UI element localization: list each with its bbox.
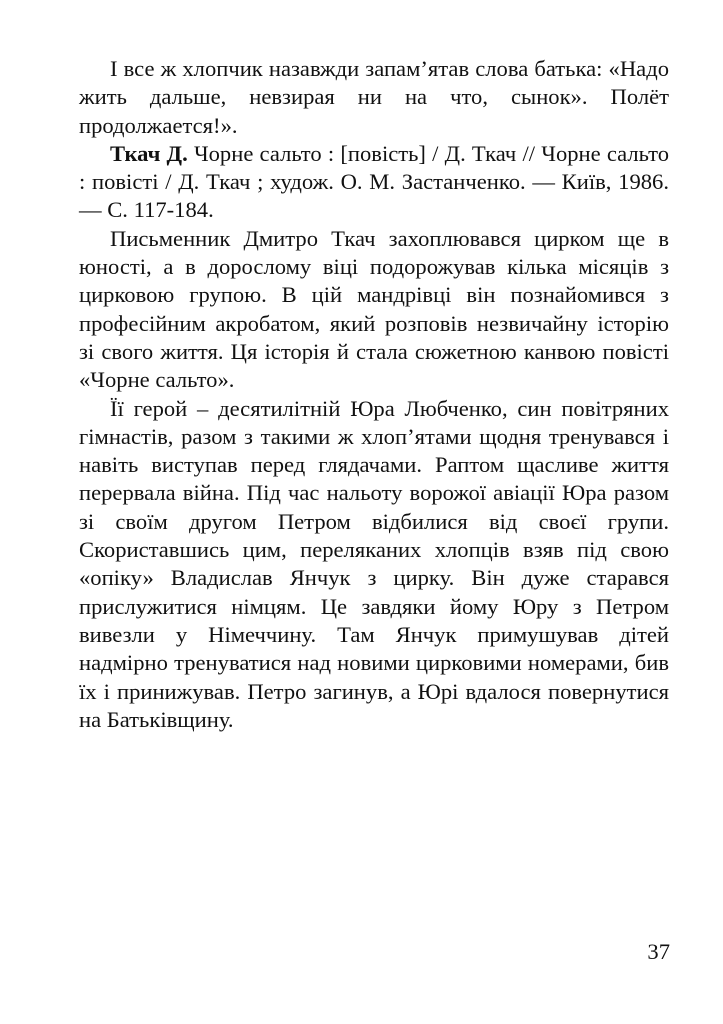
paragraph-plot-summary [79,395,669,735]
paragraph-text: Її герой – десятилітній Юра Любченко, син повітряних гімнастів, разом з такими ж хлоп’ятами щодня тренувався і навіть виступав перед глядачами. Раптом щасливе життя перервала війна. Під час нальоту ворожої авіації Юра разом зі своїм другом Петром відбилися від своєї групи. Скориставшись цим, переляканих хлопців взяв під свою «опіку» Владислав Янчук з цирку. Він дуже старався прислужитися німцям. Це завдяки йому Юру з Петром вивезли у Німеччину. Там Янчук примушував дітей надмірно тренуватися над новими цирковими номерами, бив їх і принижував. Петро загинув, а Юрі вдалося повернутися на Батьківщину. [79,395,669,732]
paragraph-text: І все ж хлопчик назавжди запам’ятав слова батька: «Надо жить дальше, невзирая ни на что, сынок». Полёт продолжается!». [79,56,669,138]
paragraph-author-background [79,225,669,395]
citation-text: Чорне сальто : [повість] / Д. Ткач // Чорне сальто : повісті / Д. Ткач ; худож. О. М. Застанченко. — Київ, 1986. — С. 117-184. [79,140,669,223]
body-text [79,55,669,734]
paragraph-closing-quote [79,55,669,140]
page-number: 37 [647,939,670,964]
paragraph-bibliographic-entry [79,140,669,225]
author-name: Ткач Д. [110,140,188,166]
paragraph-text: Письменник Дмитро Ткач захоплювався цирком ще в юності, а в дорослому віці подорожував кілька місяців з цирковою групою. В цій мандрівці він познайомився з професійним акробатом, який розповів незвичайну історію зі свого життя. Ця історія й стала сюжетною канвою повісті «Чорне сальто». [79,225,669,393]
